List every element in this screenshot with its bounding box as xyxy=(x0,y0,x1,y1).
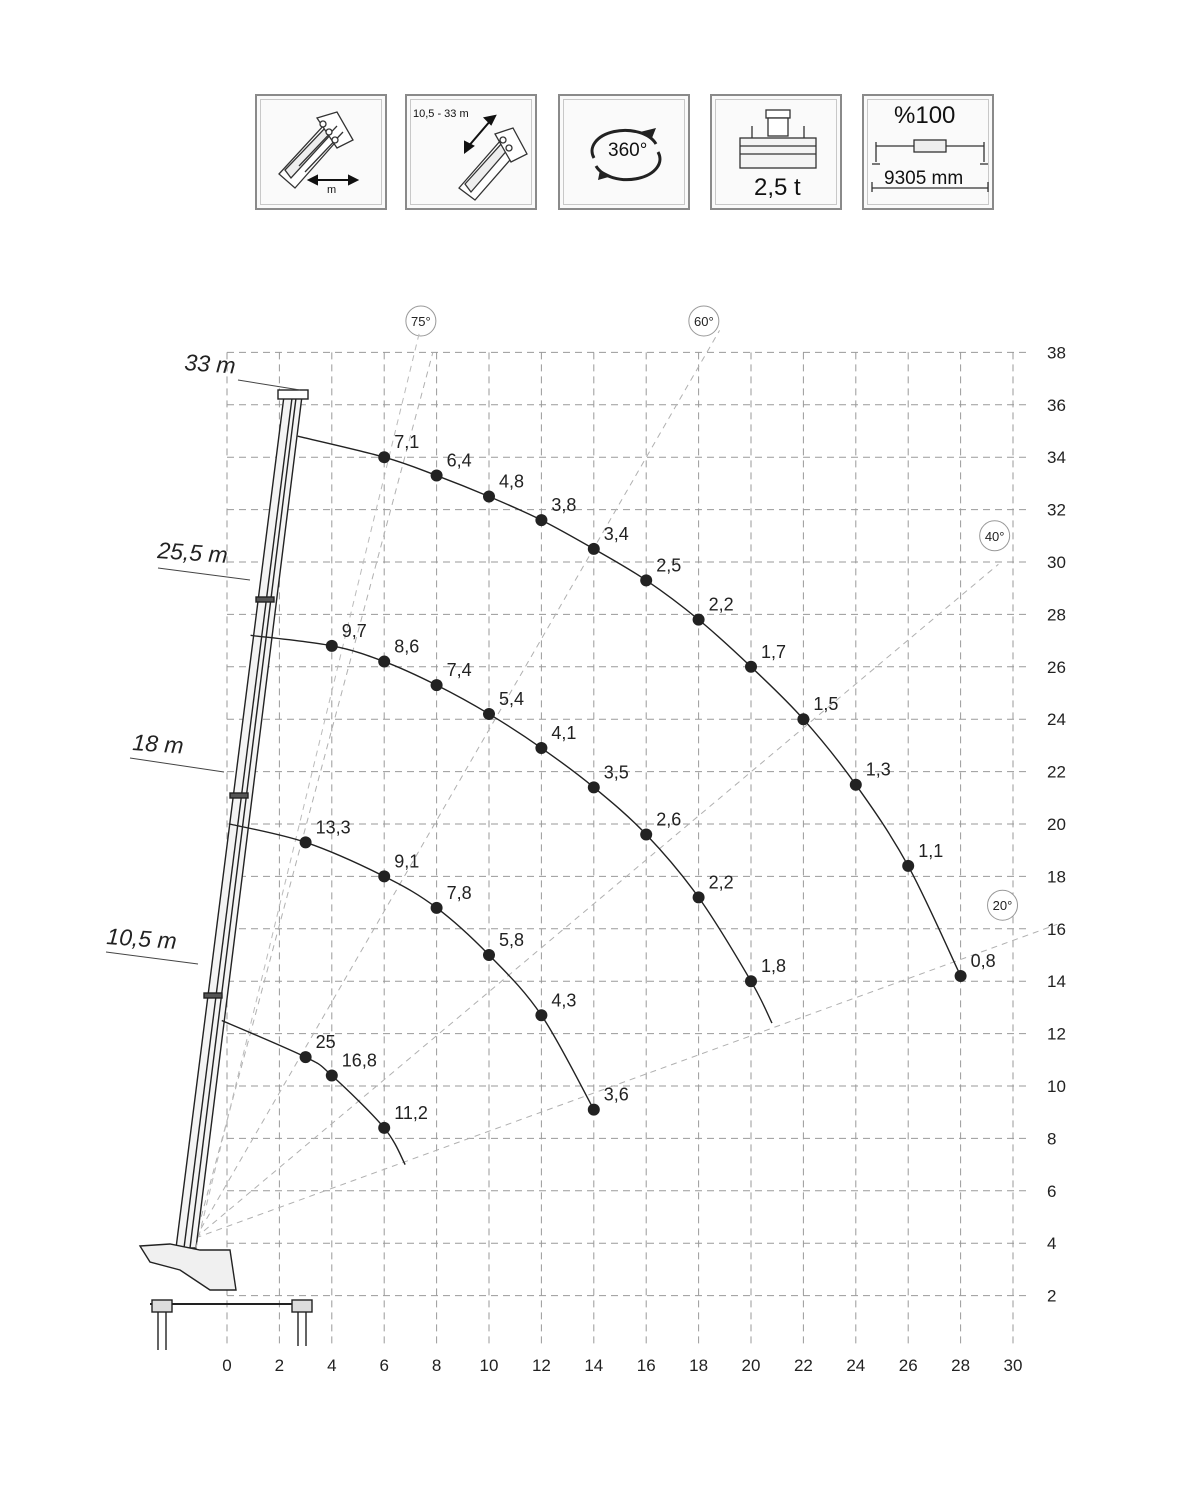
boom-label-33: 33 m xyxy=(183,349,237,379)
load-point xyxy=(300,1051,312,1063)
x-tick-label: 30 xyxy=(1003,1356,1023,1375)
outrigger-percent-label: %100 xyxy=(894,102,956,129)
load-value-label: 2,5 xyxy=(656,555,682,576)
boom-length-labels xyxy=(106,349,300,964)
boom-label-18: 18 m xyxy=(131,729,185,759)
load-value-label: 3,4 xyxy=(603,523,629,544)
angle-label: 75° xyxy=(411,313,431,329)
x-tick-label: 24 xyxy=(846,1356,866,1375)
y-tick-label: 20 xyxy=(1047,815,1066,834)
load-point xyxy=(797,713,809,725)
load-point xyxy=(378,451,390,463)
load-value-label: 1,7 xyxy=(761,641,787,662)
load-point xyxy=(955,970,967,982)
load-point xyxy=(535,1009,547,1021)
y-tick-label: 16 xyxy=(1047,919,1066,939)
load-value-label: 4,8 xyxy=(499,471,525,492)
y-tick-label: 38 xyxy=(1047,343,1066,363)
x-tick-label: 16 xyxy=(636,1356,656,1375)
boom-range-label: 10,5 - 33 m xyxy=(413,108,469,120)
load-value-label: 8,6 xyxy=(394,636,420,657)
load-value-label: 6,4 xyxy=(446,450,472,471)
load-value-label: 1,1 xyxy=(918,840,944,861)
load-point xyxy=(300,836,312,848)
load-value-label: 7,4 xyxy=(446,660,472,681)
boom-label-10-5: 10,5 m xyxy=(105,923,178,954)
load-point xyxy=(483,708,495,720)
load-point xyxy=(588,1104,600,1116)
y-tick-label: 2 xyxy=(1047,1286,1057,1306)
load-value-label: 3,6 xyxy=(603,1084,629,1105)
load-value-label: 3,5 xyxy=(603,762,629,783)
y-tick-label: 18 xyxy=(1047,867,1066,887)
load-value-label: 2,2 xyxy=(708,594,734,615)
angle-label: 40° xyxy=(984,528,1005,544)
y-tick-label: 30 xyxy=(1047,553,1066,572)
load-value-label: 2,2 xyxy=(708,872,734,893)
x-tick-label: 6 xyxy=(379,1356,389,1375)
load-point xyxy=(378,656,390,668)
y-tick-label: 24 xyxy=(1047,710,1066,730)
load-value-label: 5,4 xyxy=(499,688,525,709)
boom-label-25-5: 25,5 m xyxy=(156,537,229,568)
x-tick-label: 26 xyxy=(898,1356,918,1375)
load-point xyxy=(326,1070,338,1082)
load-point xyxy=(483,949,495,961)
x-tick-label: 28 xyxy=(951,1356,971,1375)
load-value-label: 0,8 xyxy=(970,950,996,971)
load-point xyxy=(431,902,443,914)
load-point xyxy=(431,679,443,691)
load-curve-line xyxy=(222,1021,405,1165)
x-tick-label: 12 xyxy=(531,1356,551,1375)
load-value-label: 7,8 xyxy=(446,882,472,903)
angle-guide-line xyxy=(196,564,999,1238)
angle-label: 60° xyxy=(694,313,714,329)
load-value-label: 7,1 xyxy=(394,432,420,453)
load-point xyxy=(640,828,652,840)
load-value-label: 1,3 xyxy=(865,759,891,780)
load-point xyxy=(902,860,914,872)
y-tick-label: 8 xyxy=(1047,1129,1057,1149)
y-tick-label: 36 xyxy=(1047,395,1066,415)
load-point xyxy=(693,891,705,903)
x-tick-label: 2 xyxy=(274,1356,285,1375)
load-point xyxy=(588,781,600,793)
load-value-label: 9,1 xyxy=(394,851,420,872)
y-tick-label: 22 xyxy=(1047,762,1066,782)
load-curve-line xyxy=(298,436,961,976)
y-tick-label: 28 xyxy=(1047,605,1066,625)
rotation-label: 360° xyxy=(608,140,648,161)
load-value-label: 16,8 xyxy=(341,1050,377,1071)
x-tick-label: 20 xyxy=(741,1356,761,1375)
load-point xyxy=(850,779,862,791)
outreach-unit-label: m xyxy=(327,184,337,196)
load-point xyxy=(588,543,600,555)
x-tick-label: 22 xyxy=(793,1356,813,1375)
x-tick-label: 14 xyxy=(584,1356,604,1375)
load-value-label: 9,7 xyxy=(341,620,367,641)
y-tick-label: 32 xyxy=(1047,500,1066,520)
angle-label: 20° xyxy=(992,898,1013,914)
load-value-label: 2,6 xyxy=(656,809,682,830)
y-tick-label: 6 xyxy=(1047,1181,1057,1201)
load-value-label: 5,8 xyxy=(499,930,525,950)
x-tick-label: 18 xyxy=(689,1356,709,1375)
load-point xyxy=(745,975,757,987)
x-tick-label: 8 xyxy=(431,1356,442,1375)
load-point xyxy=(378,1122,390,1134)
load-points xyxy=(300,432,996,1134)
y-tick-label: 10 xyxy=(1047,1077,1066,1096)
y-tick-label: 12 xyxy=(1047,1024,1066,1044)
y-tick-label: 26 xyxy=(1047,657,1066,677)
load-point xyxy=(378,870,390,882)
x-tick-label: 10 xyxy=(479,1356,499,1375)
load-point xyxy=(640,574,652,586)
load-point xyxy=(431,470,443,482)
load-point xyxy=(326,640,338,652)
load-value-label: 25 xyxy=(315,1032,336,1053)
y-tick-label: 14 xyxy=(1047,972,1066,992)
load-value-label: 4,1 xyxy=(551,723,577,744)
load-point xyxy=(535,742,547,754)
x-tick-label: 4 xyxy=(327,1356,337,1375)
load-value-label: 1,8 xyxy=(761,956,787,977)
outrigger-span-label: 9305 mm xyxy=(884,168,964,189)
capacity-label: 2,5 t xyxy=(754,174,801,201)
y-tick-label: 4 xyxy=(1047,1234,1057,1254)
load-value-label: 1,5 xyxy=(813,694,839,715)
grid xyxy=(227,352,1029,1348)
load-value-label: 13,3 xyxy=(315,817,351,838)
load-point xyxy=(535,514,547,526)
load-point xyxy=(745,661,757,673)
load-value-label: 11,2 xyxy=(394,1102,428,1123)
y-tick-label: 34 xyxy=(1047,448,1066,468)
crane-boom-drawing xyxy=(140,330,420,1350)
load-point xyxy=(483,491,495,503)
load-value-label: 4,3 xyxy=(551,990,577,1011)
x-tick-label: 0 xyxy=(222,1356,232,1375)
load-point xyxy=(693,614,705,626)
load-value-label: 3,8 xyxy=(551,495,577,516)
